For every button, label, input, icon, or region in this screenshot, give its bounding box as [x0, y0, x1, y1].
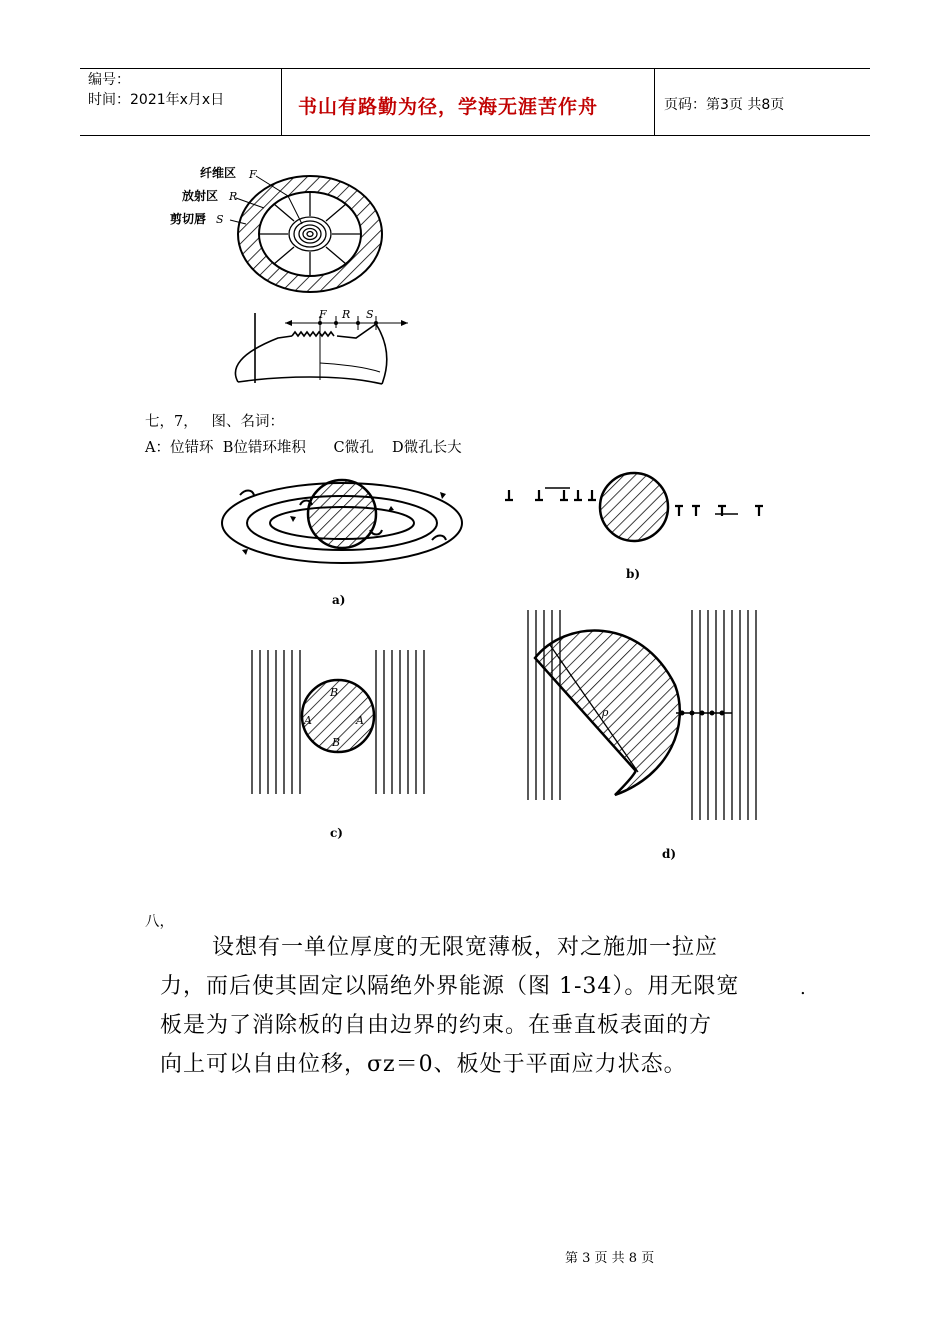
panel-b-label: b) [626, 567, 641, 581]
section7-terms: A：位错环 B位错环堆积 C微孔 D微孔长大 [145, 440, 462, 456]
panel-d-label: d) [662, 847, 677, 861]
panel-c-label-A-right: A [356, 714, 364, 727]
header-page-label: 页码：第3页 共8页 [664, 97, 785, 113]
panel-a-void [308, 480, 376, 548]
label-fiber-zone: 纤维区 [200, 166, 237, 180]
header-bottom-rule [80, 135, 870, 136]
paragraph-line: 向上可以自由位移，σz＝0、板处于平面应力状态。 [160, 1052, 687, 1077]
header-serial-label: 编号： [88, 72, 130, 88]
section8-paragraph [160, 928, 780, 1084]
panel-d-rho-label: ρ [602, 706, 609, 719]
footer-page-number: 第 3 页 共 8 页 [565, 1251, 655, 1266]
header-motto: 书山有路勤为径，学海无涯苦作舟 [298, 96, 599, 118]
label-fiber-zone-symbol: F [249, 168, 257, 181]
paragraph-line: 板是为了消除板的自由边界的约束。在垂直板表面的方 [160, 1013, 713, 1038]
header-top-rule [80, 68, 870, 69]
void-growth-figure [210, 470, 790, 870]
label-shear-lip: 剪切唇 [170, 212, 207, 226]
fracture-surface-figure [160, 158, 420, 398]
panel-c-label-B-top: B [330, 686, 339, 699]
panel-a-label: a) [332, 593, 346, 607]
label-radial-zone-symbol: R [229, 190, 238, 203]
panel-c-label-A-left: A [304, 714, 312, 727]
section7-heading: 七，7， 图、名词： [145, 414, 285, 430]
profile-label-S: S [366, 308, 374, 321]
profile-label-F: F [319, 308, 327, 321]
header-divider-left [281, 68, 282, 136]
panel-c-label-B-bottom: B [332, 736, 341, 749]
header-time-label: 时间：2021年x月x日 [88, 92, 225, 108]
paragraph-line: 力，而后使其固定以隔绝外界能源（图 1-34）。用无限宽 [160, 974, 740, 999]
profile-label-R: R [342, 308, 351, 321]
header-divider-right [654, 68, 655, 136]
label-shear-lip-symbol: S [216, 213, 224, 226]
label-radial-zone: 放射区 [182, 189, 219, 203]
panel-b-void [600, 473, 668, 541]
paragraph-line: 设想有一单位厚度的无限宽薄板，对之施加一拉应 [212, 935, 719, 960]
panel-c-label: c) [330, 826, 343, 840]
section8-heading: 八， [145, 914, 174, 930]
stray-mark: . [800, 978, 806, 999]
